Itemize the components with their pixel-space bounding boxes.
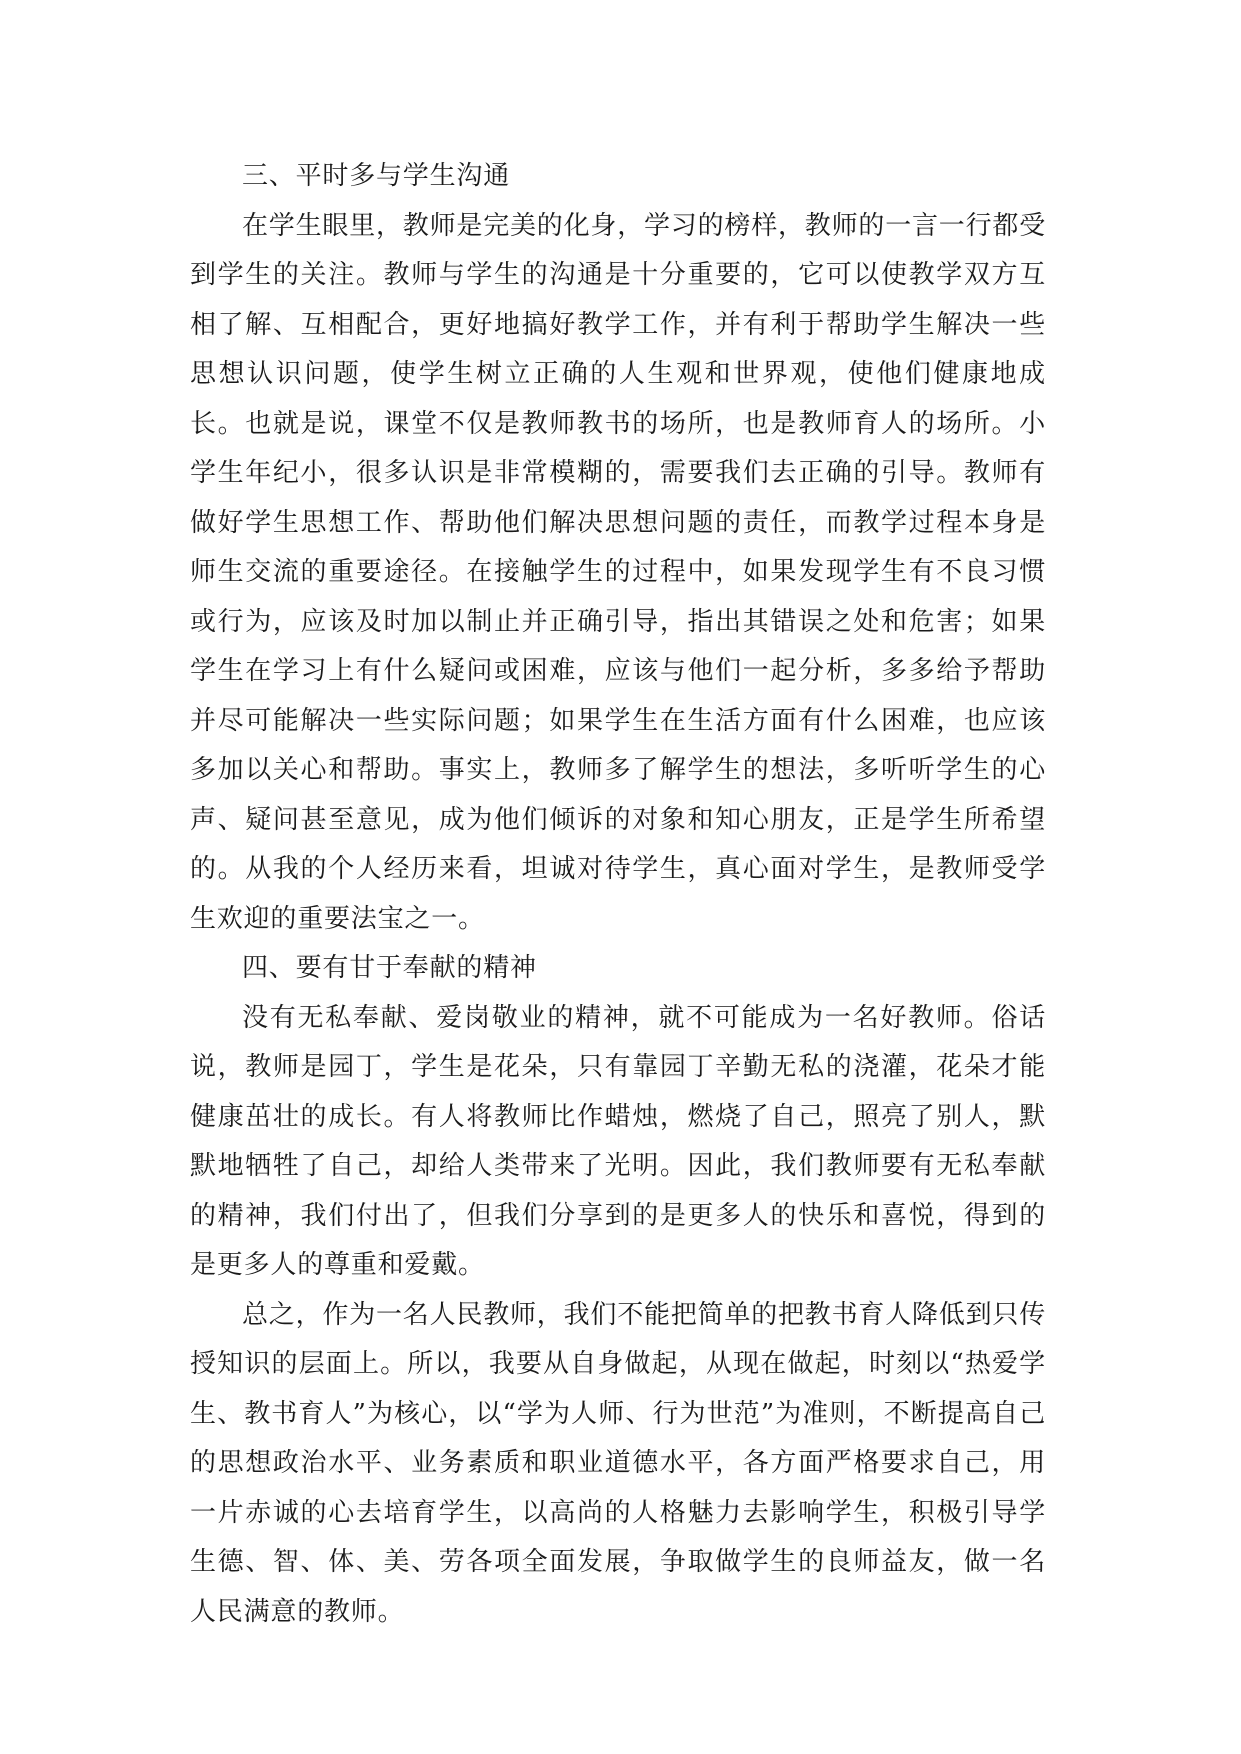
document-body xyxy=(190,152,1046,1637)
paragraph-communication: 在学生眼里，教师是完美的化身，学习的榜样，教师的一言一行都受到学生的关注。教师与学生的沟通是十分重要的，它可以使教学双方互相了解、互相配合，更好地搞好教学工作，并有利于帮助学生解决一些思想认识问题，使学生树立正确的人生观和世界观，使他们健康地成长。也就是说，课堂不仅是教师教书的场所，也是教师育人的场所。小学生年纪小，很多认识是非常模糊的，需要我们去正确的引导。教师有做好学生思想工作、帮助他们解决思想问题的责任，而教学过程本身是师生交流的重要途径。在接触学生的过程中，如果发现学生有不良习惯或行为，应该及时加以制止并正确引导，指出其错误之处和危害；如果学生在学习上有什么疑问或困难，应该与他们一起分析，多多给予帮助并尽可能解决一些实际问题；如果学生在生活方面有什么困难，也应该多加以关心和帮助。事实上，教师多了解学生的想法，多听听学生的心声、疑问甚至意见，成为他们倾诉的对象和知心朋友，正是学生所希望的。从我的个人经历来看，坦诚对待学生，真心面对学生，是教师受学生欢迎的重要法宝之一。 xyxy=(190,210,1047,934)
section-heading-communication: 三、平时多与学生沟通 xyxy=(242,161,511,191)
section-heading-dedication: 四、要有甘于奉献的精神 xyxy=(242,953,537,983)
paragraph-conclusion: 总之，作为一名人民教师，我们不能把简单的把教书育人降低到只传授知识的层面上。所以，我要从自身做起，从现在做起，时刻以“热爱学生、教书育人”为核心，以“学为人师、行为世范”为准则，不断提高自己的思想政治水平、业务素质和职业道德水平，各方面严格要求自己，用一片赤诚的心去培育学生，以高尚的人格魅力去影响学生，积极引导学生德、智、体、美、劳各项全面发展，争取做学生的良师益友，做一名人民满意的教师。 xyxy=(190,1299,1047,1627)
paragraph-dedication: 没有无私奉献、爱岗敬业的精神，就不可能成为一名好教师。俗话说，教师是园丁，学生是花朵，只有靠园丁辛勤无私的浇灌，花朵才能健康茁壮的成长。有人将教师比作蜡烛，燃烧了自己，照亮了别人，默默地牺牲了自己，却给人类带来了光明。因此，我们教师要有无私奉献的精神，我们付出了，但我们分享到的是更多人的快乐和喜悦，得到的是更多人的尊重和爱戴。 xyxy=(190,1002,1046,1280)
